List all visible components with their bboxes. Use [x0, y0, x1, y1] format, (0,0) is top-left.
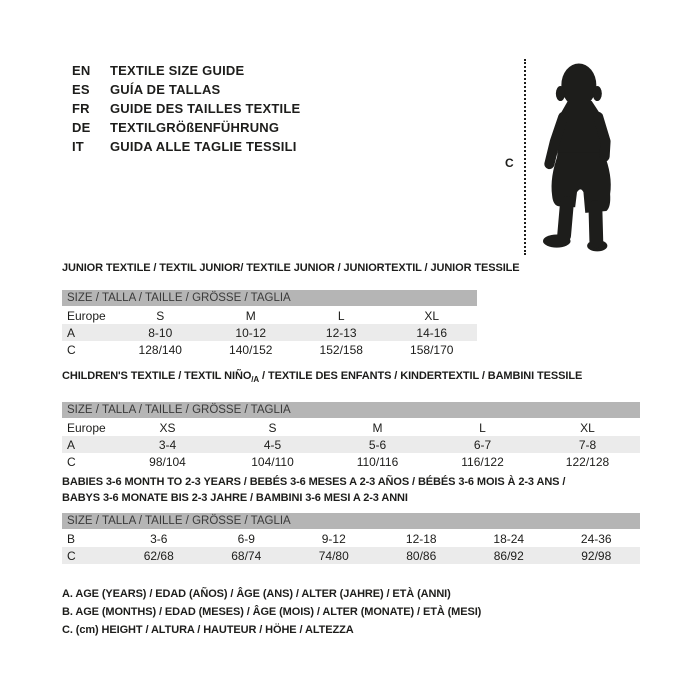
lang-title: TEXTILE SIZE GUIDE — [110, 63, 245, 78]
table-row — [62, 341, 477, 358]
lang-title: GUIDA ALLE TAGLIE TESSILI — [110, 139, 297, 154]
table-row — [62, 436, 640, 453]
lang-code: DE — [72, 120, 91, 135]
lang-title: GUÍA DE TALLAS — [110, 82, 221, 97]
lang-title: GUIDE DES TAILLES TEXTILE — [110, 101, 301, 116]
age-cell: 5-6 — [368, 437, 387, 452]
lang-row-it — [72, 137, 300, 156]
age-cell: 12-13 — [325, 325, 357, 340]
height-cell: 68/74 — [231, 548, 262, 563]
children-title-main: CHILDREN'S TEXTILE / TEXTIL NIÑO — [62, 370, 252, 382]
babies-size-section — [62, 474, 640, 564]
height-cell: 62/68 — [143, 548, 174, 563]
row-label: C — [67, 548, 76, 563]
lang-title: TEXTILGRÖßENFÜHRUNG — [110, 120, 280, 135]
lang-code: IT — [72, 139, 84, 154]
size-cell: S — [268, 420, 277, 435]
babies-title-line2: BABYS 3-6 MONATE BIS 2-3 JAHRE / BAMBINI 3-6 MESI A 2-3 ANNI — [62, 492, 408, 504]
size-cell: S — [156, 308, 165, 323]
height-cell: 92/98 — [581, 548, 612, 563]
age-cell: 6-7 — [473, 437, 492, 452]
footnote-b: B. AGE (MONTHS) / EDAD (MESES) / ÂGE (MOIS) / ALTER (MONATE) / ETÀ (MESI) — [62, 606, 482, 618]
lang-row-de — [72, 118, 300, 137]
height-cell: 158/170 — [410, 342, 454, 357]
table-row — [62, 547, 640, 564]
age-cell: 6-9 — [237, 531, 255, 546]
lang-code: EN — [72, 63, 91, 78]
children-size-section — [62, 370, 640, 470]
height-cell: 98/104 — [149, 454, 186, 469]
table-row — [62, 307, 477, 324]
size-cell: XL — [424, 308, 440, 323]
size-cell: XL — [580, 420, 595, 435]
children-title-rest: / TEXTILE DES ENFANTS / KINDERTEXTIL / BAMBINI TESSILE — [259, 370, 583, 382]
height-cell: 128/140 — [138, 342, 182, 357]
legend-footnotes — [62, 585, 481, 639]
junior-size-section — [62, 262, 520, 358]
age-cell: 24-36 — [580, 531, 612, 546]
height-measure-label: C — [505, 156, 514, 170]
table-row — [62, 453, 640, 470]
lang-row-es — [72, 80, 300, 99]
babies-title-line1: BABIES 3-6 MONTH TO 2-3 YEARS / BEBÉS 3-6 MESES A 2-3 AÑOS / BÉBÉS 3-6 MOIS À 2-3 ANS / — [62, 476, 566, 488]
size-cell: XS — [159, 420, 176, 435]
size-header-bar: SIZE / TALLA / TAILLE / GRÖSSE / TAGLIA — [62, 513, 640, 529]
junior-section-title: JUNIOR TEXTILE / TEXTIL JUNIOR/ TEXTILE JUNIOR / JUNIORTEXTIL / JUNIOR TESSILE — [62, 262, 520, 274]
size-cell: M — [372, 420, 383, 435]
height-cell: 80/86 — [406, 548, 437, 563]
table-row — [62, 530, 640, 547]
children-section-title — [62, 370, 640, 386]
lang-code: FR — [72, 101, 90, 116]
row-label: C — [67, 342, 76, 357]
table-row — [62, 324, 477, 341]
row-label: A — [67, 437, 76, 452]
size-cell: L — [479, 420, 486, 435]
size-cell: L — [337, 308, 345, 323]
height-cell: 74/80 — [318, 548, 349, 563]
age-cell: 4-5 — [263, 437, 282, 452]
age-cell: 14-16 — [416, 325, 448, 340]
height-measure-dotted-line — [524, 59, 526, 255]
footnote-c: C. (cm) HEIGHT / ALTURA / HAUTEUR / HÖHE / ALTEZZA — [62, 624, 354, 636]
height-cell: 140/152 — [229, 342, 273, 357]
age-cell: 3-4 — [158, 437, 177, 452]
height-cell: 104/110 — [251, 454, 294, 469]
age-cell: 3-6 — [150, 531, 168, 546]
age-cell: 8-10 — [148, 325, 173, 340]
babies-section-title — [62, 474, 640, 506]
row-label: B — [67, 531, 76, 546]
baby-silhouette-image — [531, 55, 623, 257]
height-cell: 152/158 — [319, 342, 363, 357]
height-cell: 116/122 — [461, 454, 504, 469]
size-cell: M — [245, 308, 256, 323]
lang-row-fr — [72, 99, 300, 118]
height-cell: 122/128 — [565, 454, 610, 469]
height-cell: 86/92 — [493, 548, 524, 563]
row-label: C — [67, 454, 76, 469]
height-cell: 110/116 — [356, 454, 399, 469]
language-title-list — [72, 61, 300, 156]
age-cell: 7-8 — [578, 437, 597, 452]
age-cell: 9-12 — [321, 531, 346, 546]
age-cell: 18-24 — [493, 531, 525, 546]
row-label: Europe — [67, 420, 106, 435]
table-row — [62, 419, 640, 436]
children-title-sub: /A — [251, 375, 260, 385]
age-cell: 12-18 — [405, 531, 437, 546]
footnote-a: A. AGE (YEARS) / EDAD (AÑOS) / ÂGE (ANS) / ALTER (JAHRE) / ETÀ (ANNI) — [62, 588, 451, 600]
lang-row-en — [72, 61, 300, 80]
row-label: Europe — [67, 308, 106, 323]
row-label: A — [67, 325, 76, 340]
size-header-bar: SIZE / TALLA / TAILLE / GRÖSSE / TAGLIA — [62, 402, 640, 418]
lang-code: ES — [72, 82, 90, 97]
age-cell: 10-12 — [235, 325, 267, 340]
size-header-bar: SIZE / TALLA / TAILLE / GRÖSSE / TAGLIA — [62, 290, 477, 306]
